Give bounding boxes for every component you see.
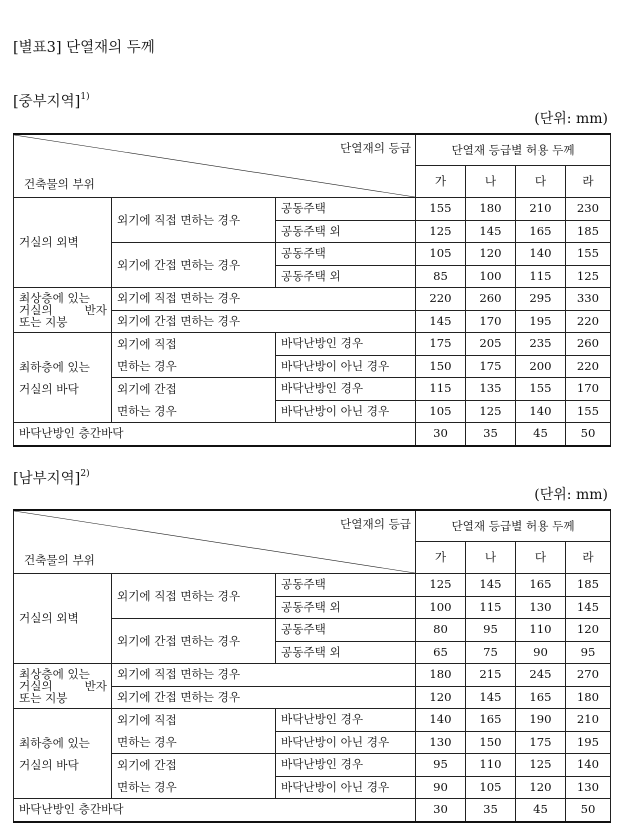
thickness-table	[13, 133, 611, 447]
thickness-value: 120	[566, 619, 611, 642]
part-label: 건축물의 부위	[24, 553, 95, 567]
thickness-value: 150	[416, 355, 466, 378]
thickness-value: 145	[466, 574, 516, 597]
thickness-value: 125	[416, 220, 466, 243]
thickness-value: 65	[416, 641, 466, 664]
thickness-value: 180	[466, 198, 516, 221]
type-apt: 공동주택	[276, 243, 416, 266]
thickness-value: 145	[466, 220, 516, 243]
thickness-value: 30	[416, 423, 466, 446]
thickness-value: 130	[416, 731, 466, 754]
roof-line-3: 또는 지붕	[19, 315, 68, 329]
thickness-value: 110	[466, 754, 516, 777]
thickness-value: 120	[466, 243, 516, 266]
thickness-header: 단열재 등급별 허용 두께	[416, 134, 611, 166]
section-title-text: [중부지역]	[13, 94, 81, 110]
thickness-value: 175	[416, 333, 466, 356]
thickness-value: 210	[516, 198, 566, 221]
thickness-value: 35	[466, 799, 516, 822]
direct-line-b: 면하는 경우	[117, 359, 177, 373]
thickness-value: 125	[466, 400, 516, 423]
thickness-value: 95	[566, 641, 611, 664]
thickness-header: 단열재 등급별 허용 두께	[416, 510, 611, 542]
thickness-value: 145	[416, 310, 466, 333]
thickness-value: 155	[416, 198, 466, 221]
thickness-value: 135	[466, 378, 516, 401]
floor-line-2: 거실의 바닥	[19, 757, 79, 772]
diagonal-header-cell	[14, 510, 416, 574]
roof-line-1: 최상층에 있는	[19, 291, 90, 305]
unit-label: (단위: mm)	[534, 111, 608, 127]
direct-line-a: 외기에 직접	[117, 337, 177, 351]
type-apt: 공동주택	[276, 619, 416, 642]
part-interfloor: 바닥난방인 층간바닥	[14, 423, 416, 446]
type-not-heated: 바닥난방이 아닌 경우	[276, 776, 416, 799]
sub-direct: 외기에 직접 면하는 경우	[112, 664, 416, 687]
thickness-value: 95	[416, 754, 466, 777]
type-not-heated: 바닥난방이 아닌 경우	[276, 400, 416, 423]
grade-header: 나	[466, 542, 516, 574]
diagonal-header-cell	[14, 134, 416, 198]
thickness-value: 80	[416, 619, 466, 642]
thickness-value: 155	[566, 243, 611, 266]
thickness-value: 195	[516, 310, 566, 333]
footnote-marker: 1)	[80, 92, 90, 103]
roof-line-2b: 반자	[84, 679, 107, 693]
thickness-value: 45	[516, 423, 566, 446]
type-apt: 공동주택	[276, 574, 416, 597]
thickness-value: 50	[566, 799, 611, 822]
thickness-value: 120	[416, 686, 466, 709]
thickness-value: 295	[516, 288, 566, 311]
sub-floor-indirect	[112, 378, 276, 423]
thickness-value: 90	[516, 641, 566, 664]
type-heated: 바닥난방인 경우	[276, 333, 416, 356]
sub-direct: 외기에 직접 면하는 경우	[112, 574, 276, 619]
thickness-value: 260	[466, 288, 516, 311]
thickness-value: 140	[516, 400, 566, 423]
thickness-value: 30	[416, 799, 466, 822]
type-not-heated: 바닥난방이 아닌 경우	[276, 731, 416, 754]
thickness-value: 125	[416, 574, 466, 597]
thickness-value: 115	[516, 265, 566, 288]
part-outer-wall: 거실의 외벽	[14, 198, 112, 288]
thickness-value: 100	[416, 596, 466, 619]
thickness-value: 140	[516, 243, 566, 266]
part-outer-wall: 거실의 외벽	[14, 574, 112, 664]
grade-header: 나	[466, 166, 516, 198]
grade-header: 라	[566, 542, 611, 574]
roof-line-2a: 거실의	[19, 303, 53, 317]
part-roof	[14, 288, 112, 333]
thickness-value: 245	[516, 664, 566, 687]
sub-indirect: 외기에 간접 면하는 경우	[112, 243, 276, 288]
roof-line-1: 최상층에 있는	[19, 667, 90, 681]
indirect-line-b: 면하는 경우	[117, 404, 177, 418]
thickness-value: 330	[566, 288, 611, 311]
section-title-text: [남부지역]	[13, 471, 81, 487]
part-interfloor: 바닥난방인 층간바닥	[14, 799, 416, 822]
thickness-value: 105	[416, 243, 466, 266]
indirect-line-a: 외기에 간접	[117, 758, 177, 772]
type-apt-other: 공동주택 외	[276, 596, 416, 619]
thickness-value: 115	[466, 596, 516, 619]
direct-line-a: 외기에 직접	[117, 713, 177, 727]
section-title-southern	[13, 467, 90, 488]
sub-direct: 외기에 직접 면하는 경우	[112, 288, 416, 311]
thickness-value: 50	[566, 423, 611, 446]
thickness-value: 105	[466, 776, 516, 799]
thickness-value: 235	[516, 333, 566, 356]
type-apt-other: 공동주택 외	[276, 265, 416, 288]
part-roof	[14, 664, 112, 709]
thickness-value: 200	[516, 355, 566, 378]
thickness-value: 100	[466, 265, 516, 288]
thickness-value: 165	[466, 709, 516, 732]
thickness-value: 165	[516, 686, 566, 709]
thickness-value: 195	[566, 731, 611, 754]
thickness-value: 90	[416, 776, 466, 799]
thickness-value: 125	[566, 265, 611, 288]
thickness-value: 180	[566, 686, 611, 709]
thickness-table	[13, 509, 611, 823]
thickness-value: 185	[566, 574, 611, 597]
type-apt-other: 공동주택 외	[276, 641, 416, 664]
thickness-value: 115	[416, 378, 466, 401]
sub-indirect: 외기에 간접 면하는 경우	[112, 686, 416, 709]
indirect-line-b: 면하는 경우	[117, 780, 177, 794]
type-not-heated: 바닥난방이 아닌 경우	[276, 355, 416, 378]
thickness-value: 105	[416, 400, 466, 423]
roof-line-2b: 반자	[84, 303, 107, 317]
thickness-value: 145	[466, 686, 516, 709]
grade-header: 라	[566, 166, 611, 198]
sub-indirect: 외기에 간접 면하는 경우	[112, 310, 416, 333]
thickness-value: 180	[416, 664, 466, 687]
thickness-value: 125	[516, 754, 566, 777]
thickness-value: 95	[466, 619, 516, 642]
thickness-value: 220	[566, 355, 611, 378]
unit-label: (단위: mm)	[534, 487, 608, 503]
thickness-value: 130	[566, 776, 611, 799]
thickness-value: 270	[566, 664, 611, 687]
thickness-value: 155	[516, 378, 566, 401]
thickness-value: 140	[416, 709, 466, 732]
grade-header: 다	[516, 542, 566, 574]
thickness-value: 145	[566, 596, 611, 619]
thickness-value: 75	[466, 641, 516, 664]
thickness-value: 165	[516, 574, 566, 597]
part-floor	[14, 333, 112, 423]
thickness-value: 110	[516, 619, 566, 642]
sub-floor-direct	[112, 333, 276, 378]
sub-floor-indirect	[112, 754, 276, 799]
type-apt: 공동주택	[276, 198, 416, 221]
thickness-value: 130	[516, 596, 566, 619]
floor-line-1: 최하층에 있는	[19, 359, 90, 374]
type-apt-other: 공동주택 외	[276, 220, 416, 243]
thickness-value: 175	[516, 731, 566, 754]
floor-line-1: 최하층에 있는	[19, 735, 90, 750]
sub-direct: 외기에 직접 면하는 경우	[112, 198, 276, 243]
thickness-value: 150	[466, 731, 516, 754]
type-heated: 바닥난방인 경우	[276, 709, 416, 732]
thickness-value: 120	[516, 776, 566, 799]
page-heading: [별표3] 단열재의 두께	[13, 40, 155, 56]
type-heated: 바닥난방인 경우	[276, 754, 416, 777]
thickness-value: 170	[466, 310, 516, 333]
roof-line-2a: 거실의	[19, 679, 53, 693]
thickness-value: 210	[566, 709, 611, 732]
grade-label: 단열재의 등급	[340, 141, 411, 155]
roof-line-3: 또는 지붕	[19, 691, 68, 705]
part-floor	[14, 709, 112, 799]
thickness-value: 175	[466, 355, 516, 378]
thickness-value: 185	[566, 220, 611, 243]
section-title-central	[13, 90, 90, 111]
thickness-value: 190	[516, 709, 566, 732]
thickness-value: 35	[466, 423, 516, 446]
thickness-value: 230	[566, 198, 611, 221]
sub-indirect: 외기에 간접 면하는 경우	[112, 619, 276, 664]
footnote-marker: 2)	[80, 469, 90, 480]
type-heated: 바닥난방인 경우	[276, 378, 416, 401]
grade-header: 다	[516, 166, 566, 198]
grade-header: 가	[416, 542, 466, 574]
thickness-value: 260	[566, 333, 611, 356]
grade-label: 단열재의 등급	[340, 517, 411, 531]
thickness-value: 205	[466, 333, 516, 356]
thickness-value: 165	[516, 220, 566, 243]
thickness-value: 170	[566, 378, 611, 401]
thickness-value: 220	[416, 288, 466, 311]
sub-floor-direct	[112, 709, 276, 754]
indirect-line-a: 외기에 간접	[117, 382, 177, 396]
thickness-value: 85	[416, 265, 466, 288]
thickness-value: 45	[516, 799, 566, 822]
thickness-value: 155	[566, 400, 611, 423]
thickness-value: 220	[566, 310, 611, 333]
grade-header: 가	[416, 166, 466, 198]
floor-line-2: 거실의 바닥	[19, 381, 79, 396]
direct-line-b: 면하는 경우	[117, 735, 177, 749]
part-label: 건축물의 부위	[24, 177, 95, 191]
thickness-value: 140	[566, 754, 611, 777]
thickness-value: 215	[466, 664, 516, 687]
